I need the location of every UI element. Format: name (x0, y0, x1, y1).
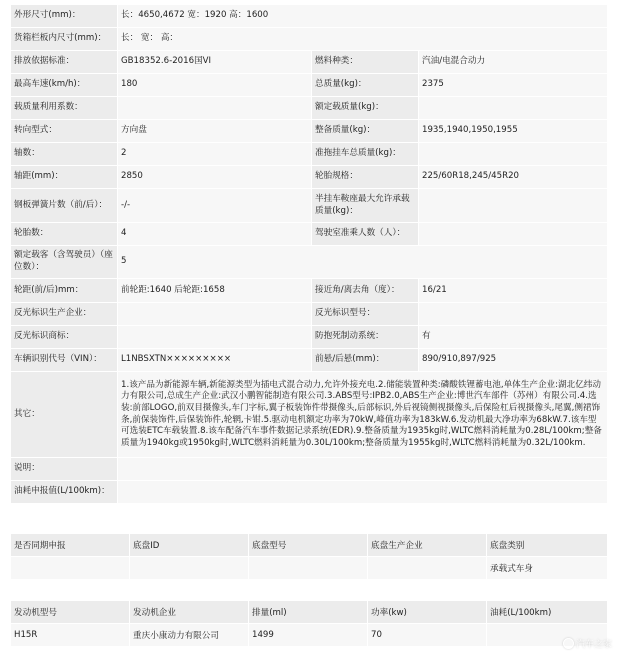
leaf-springs-value: -/- (118, 189, 312, 223)
total-mass-label: 总质量(kg)： (312, 74, 419, 97)
spec-row (11, 372, 608, 458)
engine-cell: 70 (368, 624, 487, 647)
saddle-load-label: 半挂车鞍座最大允许承载质量(kg)： (312, 189, 419, 223)
spec-row (11, 5, 608, 28)
chassis-cell (249, 557, 368, 580)
axles-label: 轴数： (11, 143, 118, 166)
reflector-maker-value (118, 303, 312, 326)
chassis-table (10, 533, 608, 580)
spec-row (11, 326, 608, 349)
fuel-report-value (118, 481, 608, 504)
rated-passengers-label: 额定载客（含驾驶员）（座位数）： (11, 246, 118, 279)
abs-value: 有 (419, 326, 608, 349)
curb-mass-label: 整备质量(kg)： (312, 120, 419, 143)
spec-row (11, 143, 608, 166)
engine-header-cell: 油耗(L/100km) (487, 601, 608, 624)
other-value: 1.该产品为新能源车辆,新能源类型为插电式混合动力,允许外接充电.2.储能装置种类:磷酸铁锂蓄电池,单体生产企业:湖北亿纬动力有限公司,总成生产企业:武汉小鹏智能制造有限公司.3.ABS型号:IPB2.0,ABS生产企业:博世汽车部件（苏州）有限公司.4.选装:前部LOGO,前双目摄像头,车门字标,翼子板装饰件带摄像头,后部标识,外后视镜侧视摄像头,后保险杠后视摄像头,尾翼,侧裙饰条,前保装饰件,后保装饰件,轮辋,卡钳.5.驱动电机额定功率为70kW,峰值功率为183kW.6.发动机最大净功率为68kW.7.该车型可选装ETC车载装置.8.该车配备汽车事件数据记录系统(EDR).9.整备质量为1935kg时,WLTC燃料消耗量为0.28L/100km;整备质量为1940kg或1950kg时,WLTC燃料消耗量为0.30L/100km;整备质量为1955kg时,WLTC燃料消耗量为0.32L/100km. (118, 372, 608, 458)
spec-row (11, 481, 608, 504)
spec-row (11, 28, 608, 51)
reflector-model-label: 反光标识型号： (312, 303, 419, 326)
steering-value: 方向盘 (118, 120, 312, 143)
max-speed-value: 180 (118, 74, 312, 97)
engine-header-cell: 功率(kw) (368, 601, 487, 624)
chassis-header-cell: 是否同期申报 (11, 534, 130, 557)
fuel-report-label: 油耗申报值(L/100km)： (11, 481, 118, 504)
trailer-mass-label: 准拖挂车总质量(kg)： (312, 143, 419, 166)
overhang-value: 890/910,897/925 (419, 349, 608, 372)
trailer-mass-value (419, 143, 608, 166)
chassis-cell (130, 557, 249, 580)
chassis-cell (11, 557, 130, 580)
saddle-load-value (419, 189, 608, 223)
spec-row (11, 303, 608, 326)
spec-row (11, 223, 608, 246)
watermark-text: 汽车之家 (575, 640, 612, 650)
chassis-cell (368, 557, 487, 580)
reflector-brand-value (118, 326, 312, 349)
engine-header-row (11, 601, 608, 624)
reflector-maker-label: 反光标识生产企业： (11, 303, 118, 326)
abs-label: 防抱死制动系统： (312, 326, 419, 349)
chassis-data-row (11, 557, 608, 580)
leaf-springs-label: 钢板弹簧片数（前/后）： (11, 189, 118, 223)
wheelbase-label: 轴距(mm)： (11, 166, 118, 189)
chassis-header-cell: 底盘型号 (249, 534, 368, 557)
cab-passengers-value (419, 223, 608, 246)
note-value (118, 458, 608, 481)
cab-passengers-label: 驾驶室准乘人数（人）： (312, 223, 419, 246)
spec-row (11, 349, 608, 372)
rated-passengers-value: 5 (118, 246, 608, 279)
tire-count-value: 4 (118, 223, 312, 246)
engine-cell: 重庆小康动力有限公司 (130, 624, 249, 647)
spec-row (11, 74, 608, 97)
spec-row (11, 51, 608, 74)
reflector-brand-label: 反光标识商标： (11, 326, 118, 349)
approach-angle-value: 16/21 (419, 279, 608, 303)
engine-cell: H15R (11, 624, 130, 647)
tire-spec-label: 轮胎规格： (312, 166, 419, 189)
engine-data-row (11, 624, 608, 647)
fuel-type-label: 燃料种类： (312, 51, 419, 74)
spec-row (11, 458, 608, 481)
load-coefficient-label: 载质量利用系数： (11, 97, 118, 120)
vin-value: L1NBSXTN××××××××× (118, 349, 312, 372)
dimensions-label: 外形尺寸(mm)： (11, 5, 118, 28)
chassis-header-cell: 底盘ID (130, 534, 249, 557)
spec-row (11, 166, 608, 189)
rated-load-label: 额定载质量(kg)： (312, 97, 419, 120)
spec-row (11, 246, 608, 279)
spec-table (10, 4, 608, 504)
autohome-logo-icon (563, 638, 574, 649)
reflector-model-value (419, 303, 608, 326)
track-value: 前轮距:1640 后轮距:1658 (118, 279, 312, 303)
vin-label: 车辆识别代号（VIN）： (11, 349, 118, 372)
engine-header-cell: 发动机企业 (130, 601, 249, 624)
wheelbase-value: 2850 (118, 166, 312, 189)
track-label: 轮距(前/后)mm： (11, 279, 118, 303)
spec-row (11, 279, 608, 303)
spec-row (11, 97, 608, 120)
spec-row (11, 189, 608, 223)
spec-row (11, 120, 608, 143)
note-label: 说明： (11, 458, 118, 481)
approach-angle-label: 接近角/离去角（度）： (312, 279, 419, 303)
overhang-label: 前悬/后悬(mm)： (312, 349, 419, 372)
load-coefficient-value (118, 97, 312, 120)
tire-count-label: 轮胎数： (11, 223, 118, 246)
fuel-type-value: 汽油/电混合动力 (419, 51, 608, 74)
cargo-box-label: 货箱栏板内尺寸(mm)： (11, 28, 118, 51)
engine-header-cell: 排量(ml) (249, 601, 368, 624)
chassis-cell: 承载式车身 (487, 557, 608, 580)
steering-label: 转向型式： (11, 120, 118, 143)
emission-standard-label: 排放依据标准： (11, 51, 118, 74)
watermark (563, 637, 612, 650)
emission-standard-value: GB18352.6-2016国VI (118, 51, 312, 74)
chassis-header-cell: 底盘生产企业 (368, 534, 487, 557)
engine-table (10, 600, 608, 647)
max-speed-label: 最高车速(km/h)： (11, 74, 118, 97)
other-label: 其它： (11, 372, 118, 458)
engine-header-cell: 发动机型号 (11, 601, 130, 624)
tire-spec-value: 225/60R18,245/45R20 (419, 166, 608, 189)
cargo-box-value: 长： 宽： 高： (118, 28, 608, 51)
curb-mass-value: 1935,1940,1950,1955 (419, 120, 608, 143)
rated-load-value (419, 97, 608, 120)
engine-cell: 1499 (249, 624, 368, 647)
chassis-header-cell: 底盘类别 (487, 534, 608, 557)
dimensions-value: 长：4650,4672 宽：1920 高：1600 (118, 5, 608, 28)
total-mass-value: 2375 (419, 74, 608, 97)
chassis-header-row (11, 534, 608, 557)
axles-value: 2 (118, 143, 312, 166)
